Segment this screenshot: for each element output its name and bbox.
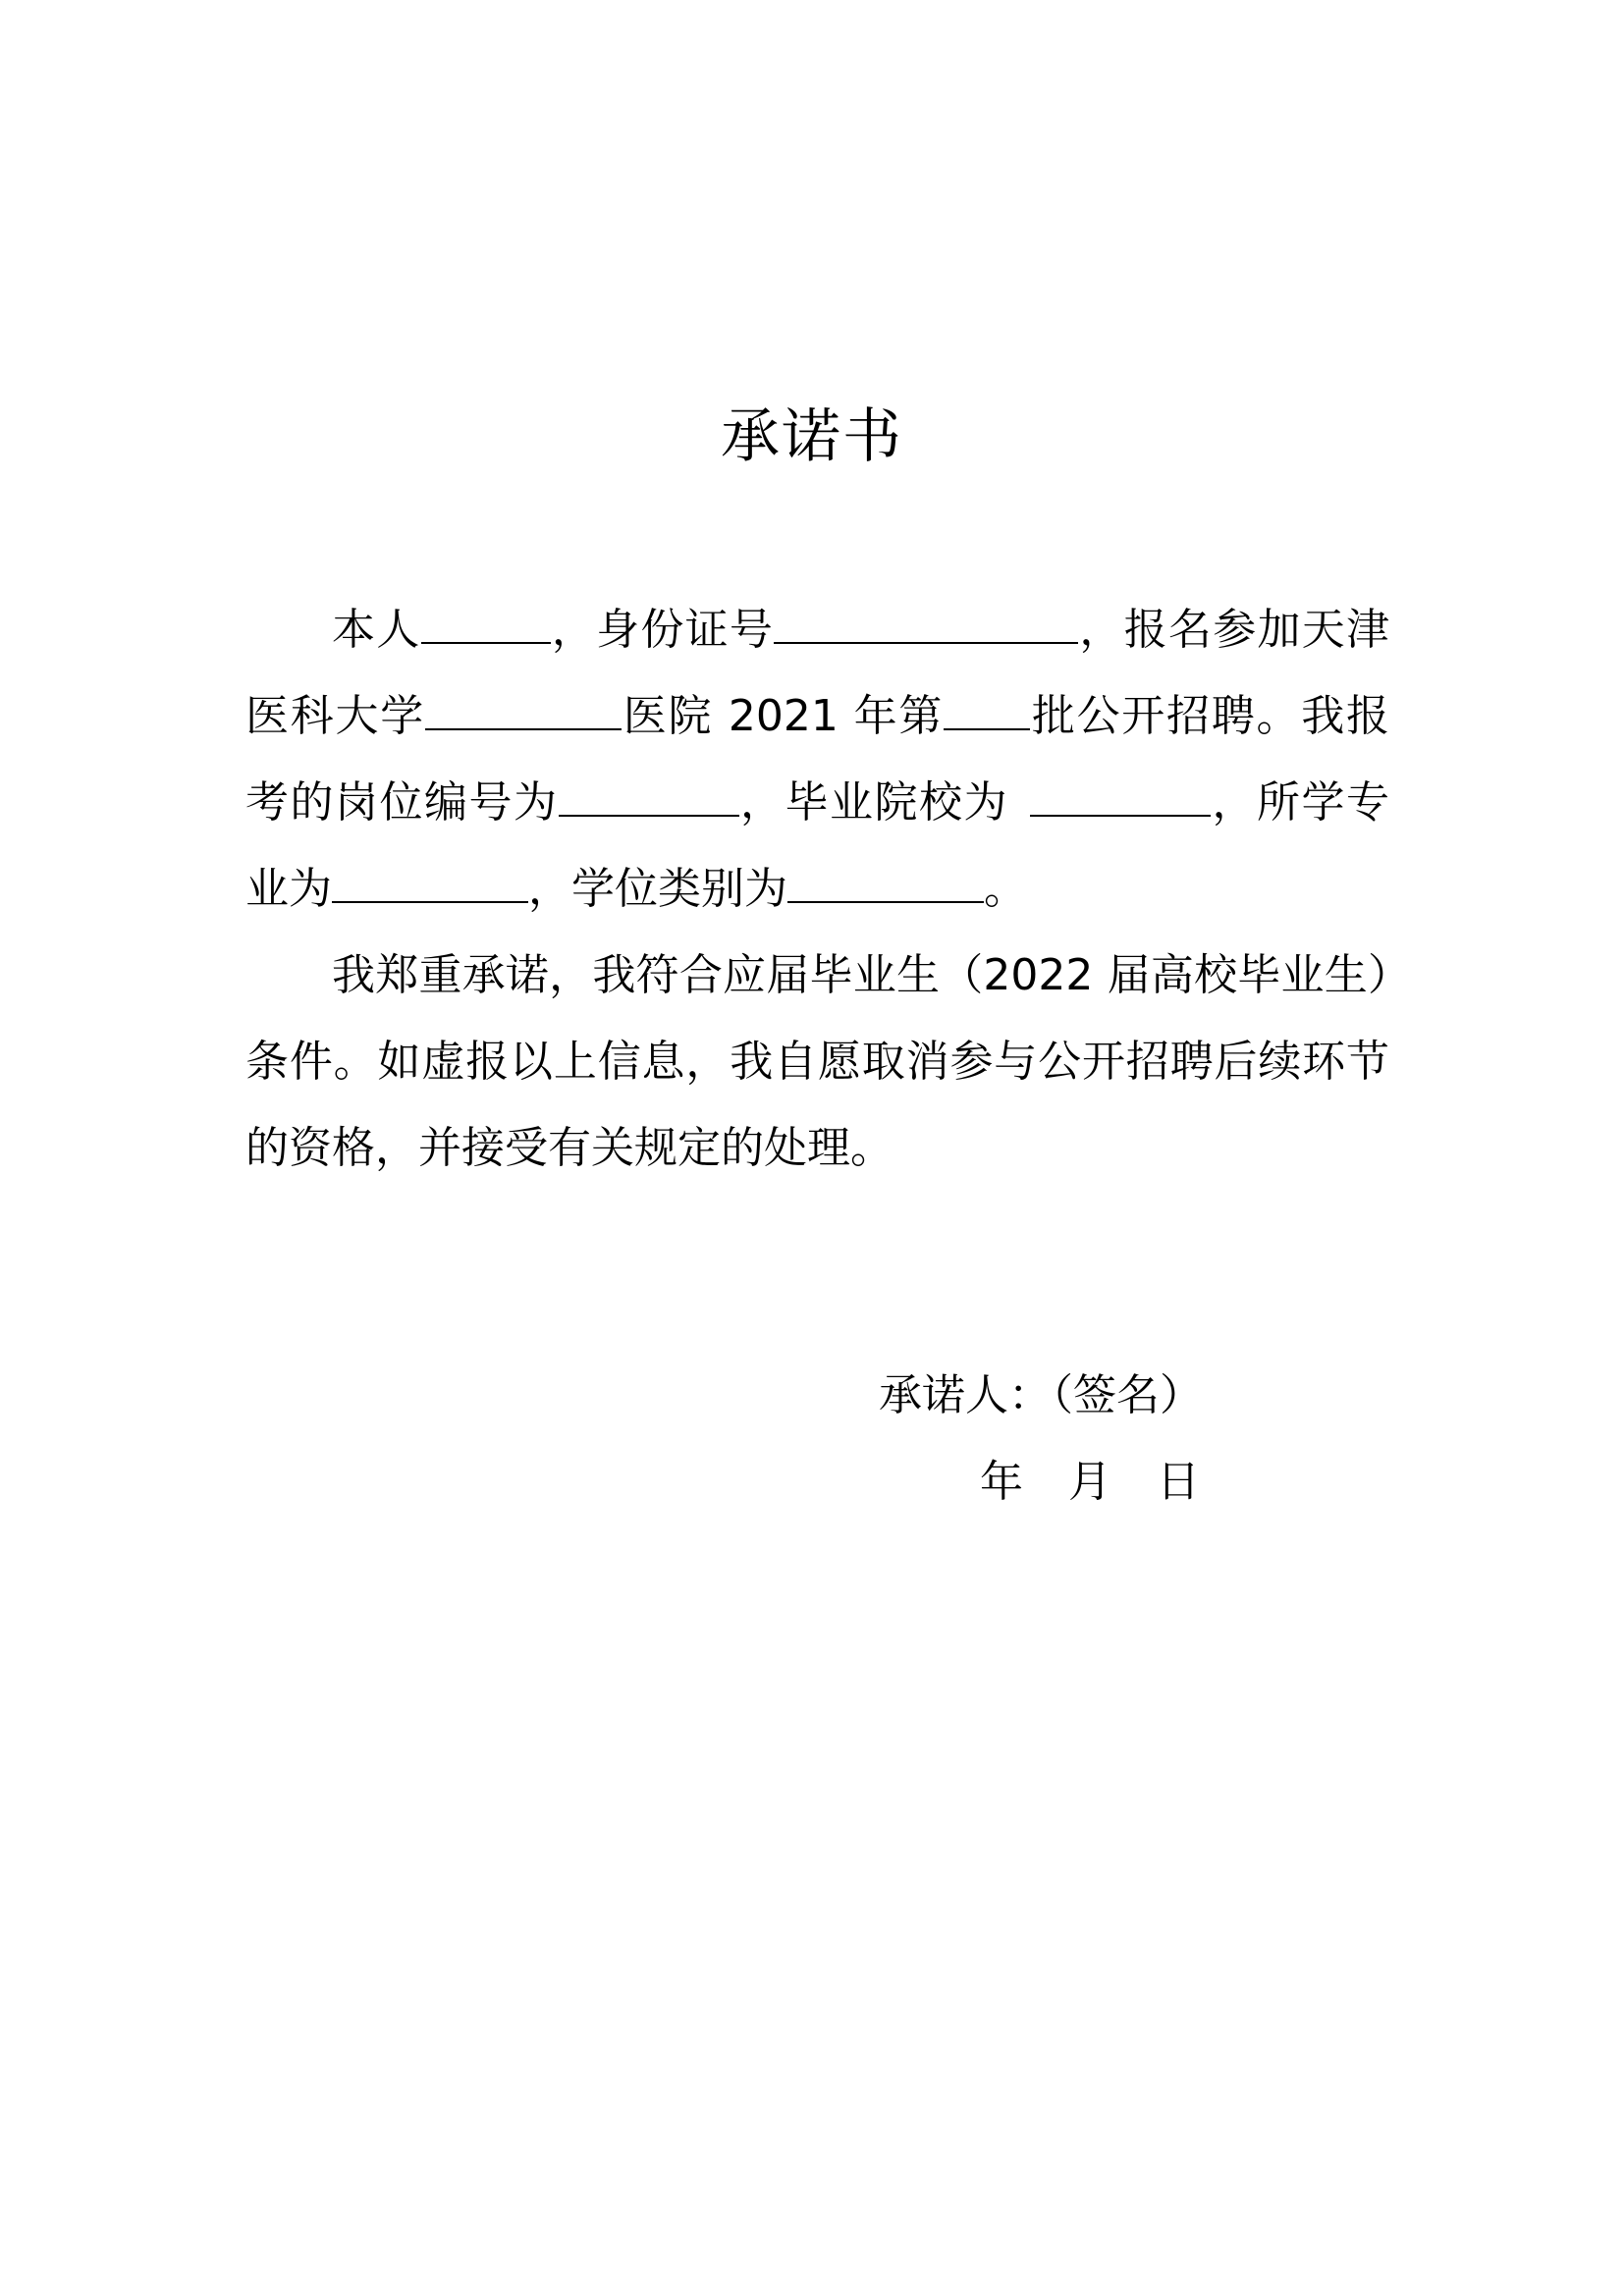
- text-segment: 本人: [332, 605, 421, 655]
- date-year: 年: [980, 1457, 1023, 1507]
- text-segment: ，学位类别为: [528, 864, 787, 914]
- text-segment: ，毕业院校为: [738, 777, 1008, 828]
- name-blank: [421, 607, 551, 644]
- text-segment: 医院 2021 年第: [621, 691, 945, 741]
- signature-line: 承诺人：（签名）: [879, 1370, 1203, 1420]
- id-number-blank: [774, 607, 1078, 644]
- text-segment: 。: [984, 864, 1027, 914]
- commitment-paragraph-1: [245, 587, 1389, 933]
- text-segment: ，所学专业为: [245, 777, 1389, 914]
- date-day: 日: [1157, 1457, 1200, 1507]
- degree-type-blank: [787, 866, 984, 903]
- post-number-blank: [559, 779, 739, 817]
- hospital-blank: [425, 693, 622, 730]
- text-segment: ，报名参加天津医科大学: [245, 605, 1390, 741]
- date-month: 月: [1068, 1457, 1111, 1507]
- text-segment: 批公开招聘。我报考的岗位编号为: [245, 691, 1390, 828]
- date-line: [980, 1439, 1200, 1525]
- school-blank: [1030, 779, 1211, 817]
- commitment-paragraph-2: 我郑重承诺，我符合应届毕业生（2022 届高校毕业生）条件。如虚报以上信息，我自愿取消参与公开招聘后续环节的资格，并接受有关规定的处理。: [245, 950, 1389, 1173]
- document-title: 承诺书: [721, 402, 903, 471]
- batch-blank: [944, 693, 1030, 730]
- major-blank: [332, 866, 528, 903]
- text-segment: ，身份证号: [550, 605, 775, 655]
